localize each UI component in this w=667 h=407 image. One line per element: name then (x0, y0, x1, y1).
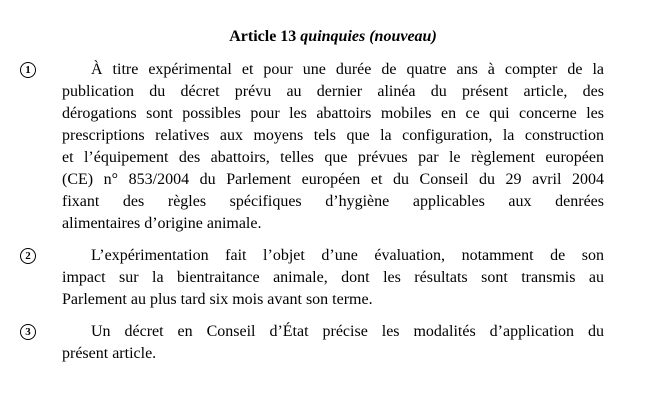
text-line: L’expérimentation fait l’objet d’une évaluation, notamment de son (91, 247, 604, 264)
text-line: présent article. (62, 345, 157, 362)
paragraph-3-circled-number: 3 (20, 324, 36, 340)
text-line: alimentaires d’origine animale. (62, 215, 262, 232)
text-line: Un décret en Conseil d’État précise les modalités d’application du (91, 323, 604, 340)
text-line: fixant des règles spécifiques d’hygiène applicables aux denrées (62, 193, 604, 210)
article-title-bold: Article 13 (229, 28, 297, 45)
text-line: publication du décret prévu au dernier alinéa du présent article, des (62, 83, 604, 100)
paragraph-2 (25, 245, 604, 311)
text-line: prescriptions relatives aux moyens tels que la configuration, la construction (62, 127, 604, 144)
text-line: (CE) n° 853/2004 du Parlement européen et du Conseil du 29 avril 2004 (62, 171, 604, 188)
paragraph-3 (25, 321, 604, 365)
text-line: Parlement au plus tard six mois avant son terme. (62, 291, 373, 308)
text-line: impact sur la bientraitance animale, dont les résultats sont transmis au (62, 269, 604, 286)
paragraph-1-circled-number: 1 (20, 62, 36, 78)
text-line: et l’équipement des abattoirs, telles que prévues par le règlement européen (62, 149, 604, 166)
article-title (62, 26, 604, 48)
text-line: dérogations sont possibles pour les abattoirs mobiles en ce qui concerne les (62, 105, 604, 122)
paragraph-2-circled-number: 2 (20, 248, 36, 264)
article-title-italic: quinquies (nouveau) (300, 28, 437, 45)
text-line: À titre expérimental et pour une durée de quatre ans à compter de la (91, 61, 604, 78)
paragraph-1 (25, 59, 604, 235)
